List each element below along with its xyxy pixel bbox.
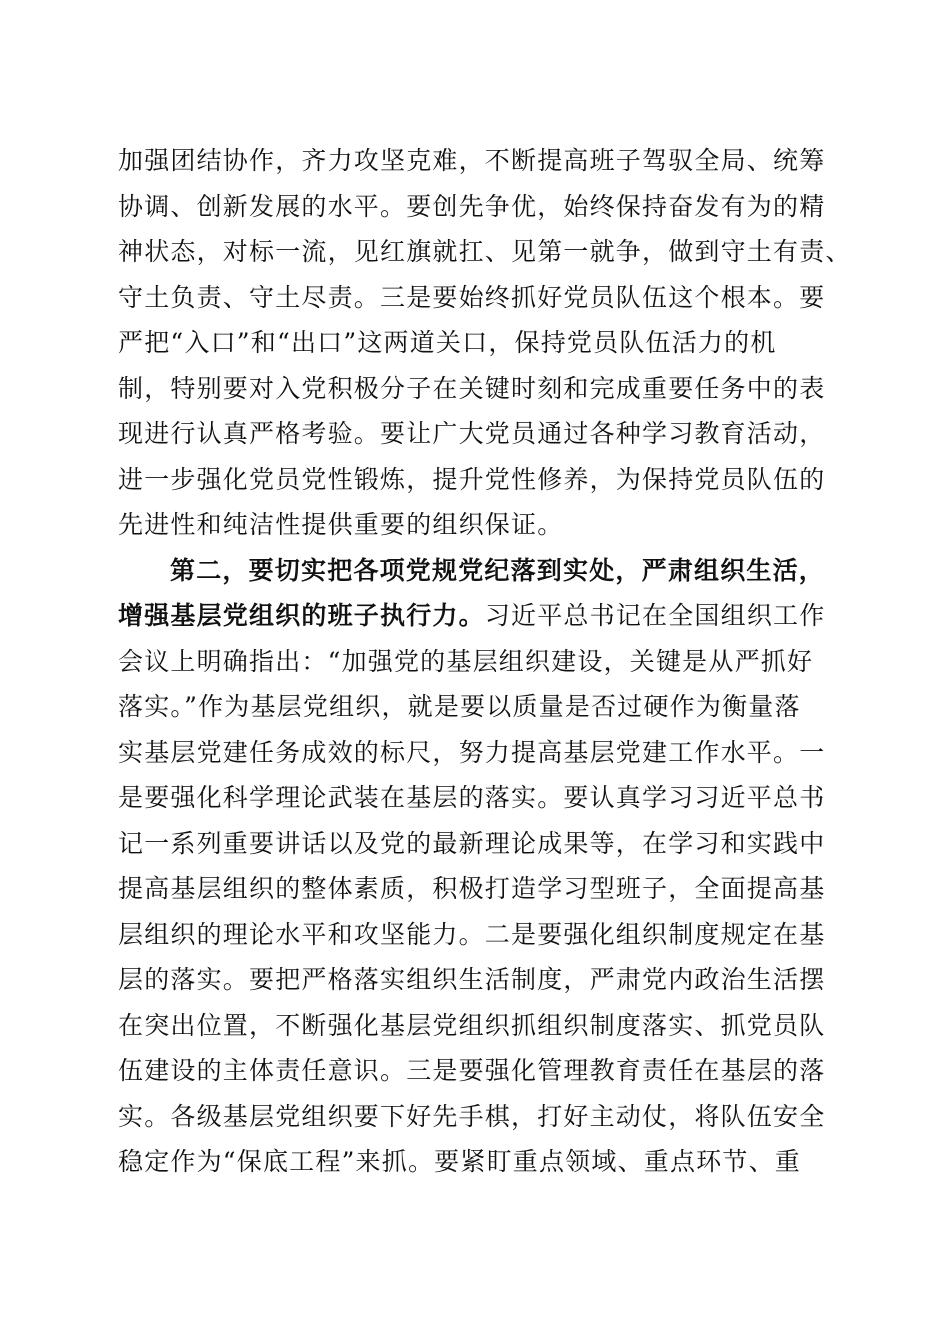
text-line: 现进行认真严格考验。要让广大党员通过各种学习教育活动， — [118, 419, 826, 448]
text-line: 落实。”作为基层党组织，就是要以质量是否过硬作为衡量落 — [118, 692, 801, 721]
text-line: 层组织的理论水平和攻坚能力。二是要强化组织制度规定在基 — [118, 919, 826, 949]
text-line: 在突出位置，不断强化基层党组织抓组织制度落实、抓党员队 — [118, 1010, 826, 1040]
text-line — [118, 593, 838, 639]
text-line: 会议上明确指出：“加强党的基层组织建设，关键是从严抓好 — [118, 646, 814, 676]
text-line: 先进性和纯洁性提供重要的组织保证。 — [118, 510, 564, 539]
text-line: 协调、创新发展的水平。要创先争优，始终保持奋发有为的精 — [118, 191, 826, 221]
text-line: 守土负责、守土尽责。三是要始终抓好党员队伍这个根本。要 — [118, 282, 826, 312]
text-line: 伍建设的主体责任意识。三是要强化管理教育责任在基层的落 — [118, 1056, 826, 1085]
text-line: 实基层党建任务成效的标尺，努力提高基层党建工作水平。一 — [118, 737, 826, 767]
text-line: 层的落实。要把严格落实组织生活制度，严肃党内政治生活摆 — [118, 965, 826, 994]
text-line: 实。各级基层党组织要下好先手棋，打好主动仗，将队伍安全 — [118, 1101, 826, 1131]
text-line: 制，特别要对入党积极分子在关键时刻和完成重要任务中的表 — [118, 373, 826, 403]
text-line: 提高基层组织的整体素质，积极打造学习型班子，全面提高基 — [118, 874, 826, 903]
text-line: 加强团结协作，齐力攻坚克难，不断提高班子驾驭全局、统筹 — [118, 146, 826, 175]
text-line: 严把“入口”和“出口”这两道关口，保持党员队伍活力的机 — [118, 328, 777, 357]
section-heading-line: 第二，要切实把各项党规党纪落到实处，严肃组织生活， — [170, 555, 826, 585]
text-line: 记一系列重要讲话以及党的最新理论成果等，在学习和实践中 — [118, 828, 826, 858]
text-segment: 习近平总书记在全国组织工作 — [484, 601, 826, 630]
document-body — [118, 138, 852, 1185]
text-line: 稳定作为“保底工程”来抓。要紧盯重点领域、重点环节、重 — [118, 1147, 801, 1176]
text-line: 进一步强化党员党性锻炼，提升党性修养，为保持党员队伍的 — [118, 464, 826, 494]
section-heading-continuation: 增强基层党组织的班子执行力。 — [118, 601, 485, 630]
text-line: 是要强化科学理论武装在基层的落实。要认真学习习近平总书 — [118, 783, 826, 812]
text-line: 神状态，对标一流，见红旗就扛、见第一就争，做到守土有责、 — [118, 237, 852, 266]
